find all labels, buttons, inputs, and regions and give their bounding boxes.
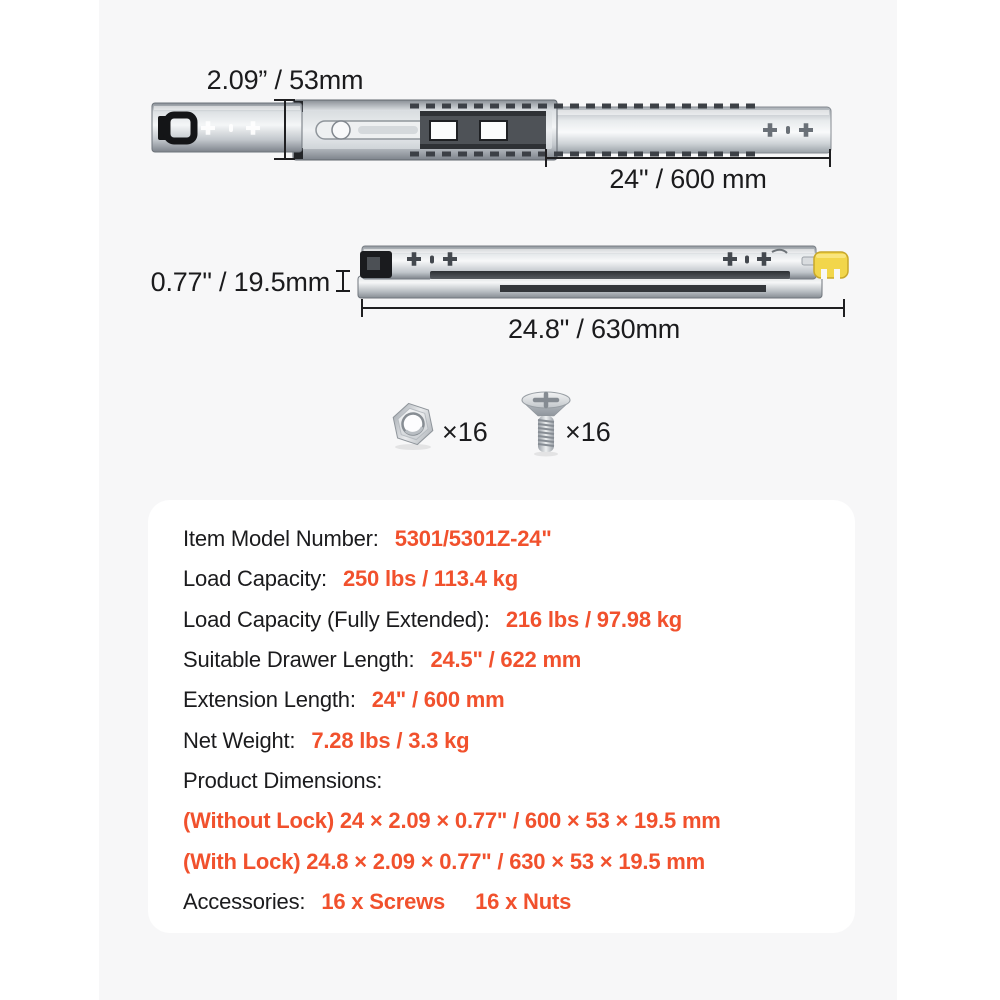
spec-label: Load Capacity: (183, 566, 327, 592)
spec-label: Item Model Number: (183, 526, 379, 552)
lock-lever-icon (814, 252, 848, 279)
spec-label: Extension Length: (183, 687, 356, 713)
i-beam-dimension-icon (334, 267, 352, 295)
spec-row-product-dimensions-heading (183, 761, 835, 801)
drawer-slide-locked-image (350, 238, 852, 308)
spec-value: 24" / 600 mm (371, 687, 505, 713)
spec-label: Accessories: (183, 888, 306, 914)
dimension-tick (361, 299, 363, 317)
dimension-tick (829, 149, 831, 167)
extended-slide-height-label: 2.09” / 53mm (206, 65, 364, 95)
spec-label: Suitable Drawer Length: (183, 647, 415, 673)
spec-value: 250 lbs / 113.4 kg (342, 566, 518, 592)
outer-rail (540, 107, 831, 153)
spec-rows (148, 500, 855, 922)
spec-row-load-capacity (183, 559, 835, 599)
spec-value-secondary: 16 x Nuts (475, 888, 572, 914)
dimension-tick (274, 158, 295, 160)
locked-slide-thickness-label: 0.77" / 19.5mm (150, 267, 330, 297)
spec-value: (With Lock) 24.8 × 2.09 × 0.77" / 630 × 53 × 19.5 mm (183, 848, 706, 874)
mounting-clip-icon (360, 251, 392, 278)
spec-value: (Without Lock) 24 × 2.09 × 0.77" / 600 × 53 × 19.5 mm (183, 808, 721, 834)
spec-row-drawer-length (183, 640, 835, 680)
spec-label: Load Capacity (Fully Extended): (183, 606, 490, 632)
spec-label: Net Weight: (183, 727, 296, 753)
dimension-tick (545, 149, 547, 167)
extended-slide-length-label: 24" / 600 mm (609, 164, 767, 194)
spec-value: 7.28 lbs / 3.3 kg (311, 727, 470, 753)
spec-value: 24.5" / 622 mm (430, 647, 582, 673)
spec-row-dimensions-with-lock (183, 841, 835, 881)
nut-count-label: ×16 (442, 417, 488, 447)
spec-row-model-number (183, 519, 835, 559)
dimension-line-height (284, 100, 286, 159)
spec-row-load-capacity-extended (183, 600, 835, 640)
spec-card (148, 500, 855, 933)
spec-value: 16 x Screws (321, 888, 446, 914)
spec-value: 5301/5301Z-24" (394, 526, 552, 552)
hex-nut-icon (390, 401, 436, 451)
spec-row-net-weight (183, 720, 835, 760)
spec-value: 216 lbs / 97.98 kg (505, 606, 683, 632)
dimension-line-length-locked (361, 307, 845, 309)
locked-slide-length-label: 24.8" / 630mm (507, 314, 681, 344)
drawer-slide-extended-image (148, 95, 833, 165)
dimension-tick (274, 99, 295, 101)
closed-slide-body (358, 246, 822, 298)
spec-row-accessories (183, 882, 835, 922)
dimension-tick (843, 299, 845, 317)
spec-row-dimensions-without-lock (183, 801, 835, 841)
spec-label: Product Dimensions: (183, 767, 383, 793)
spec-row-extension-length (183, 680, 835, 720)
screw-count-label: ×16 (565, 417, 611, 447)
inner-rail (152, 103, 302, 152)
dimension-line-length (545, 157, 831, 159)
